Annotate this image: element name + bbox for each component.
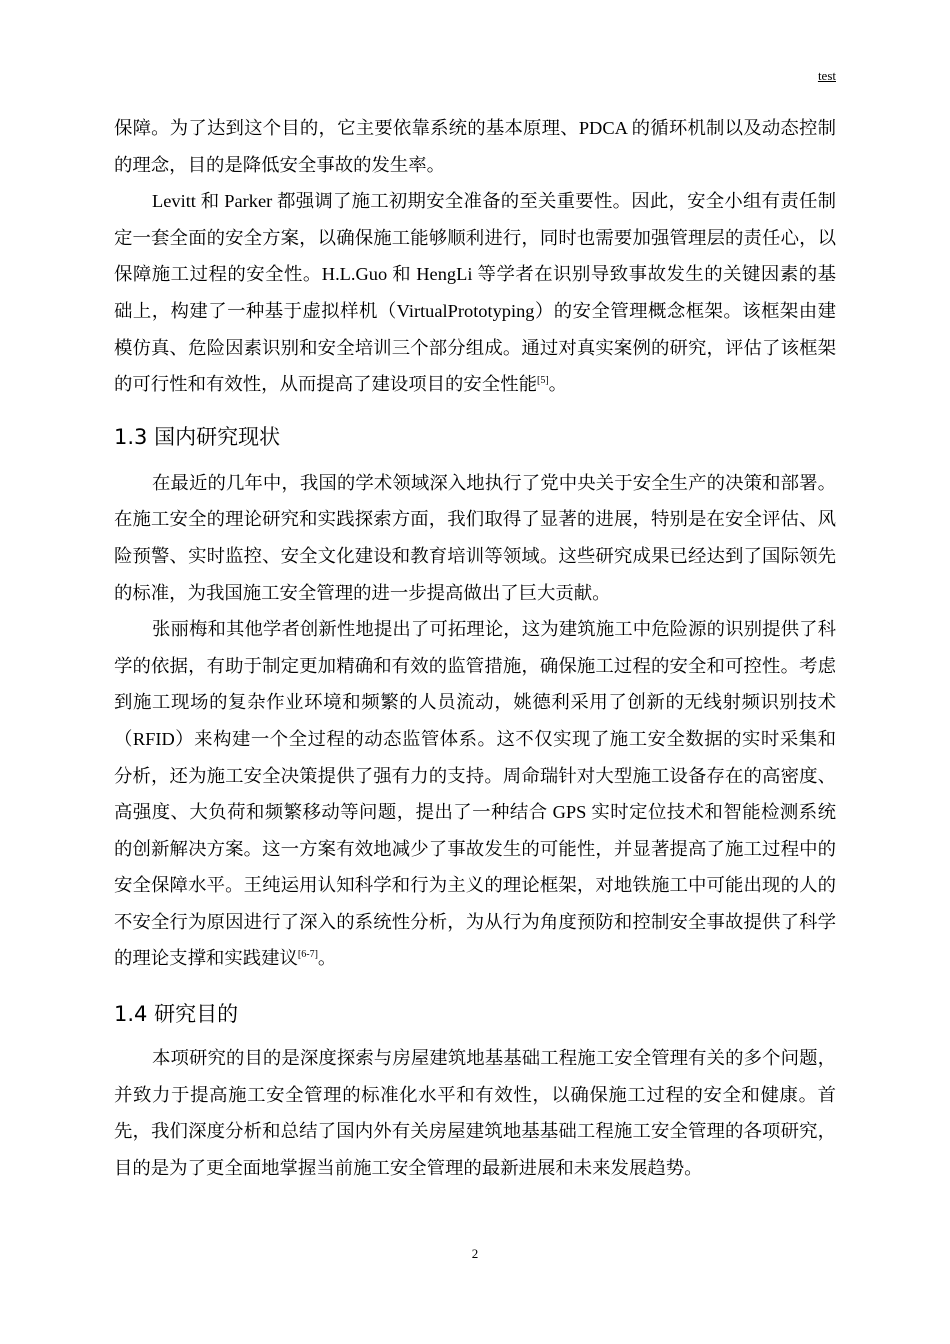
citation-ref: [5] [537,375,549,387]
section-heading-domestic-research: 1.3 国内研究现状 [114,424,281,449]
paragraph-end: 。 [317,948,337,969]
paragraph-research-purpose: 本项研究的目的是深度探索与房屋建筑地基基础工程施工安全管理有关的多个问题，并致力于提高施工安全管理的标准化水平和有效性，以确保施工过程的安全和健康。首先，我们深度分析和总结了国内外有关房屋建筑地基基础工程施工安全管理的各项研究，目的是为了更全面地掌握当前施工安全管理的最新进展和未来发展趋势。 [114,1048,836,1178]
page-header: test [817,68,836,83]
paragraph-domestic-scholars [114,611,836,977]
paragraph-end: 。 [548,374,568,395]
document-body [114,110,836,1186]
section-heading-research-purpose: 1.4 研究目的 [114,1002,239,1027]
citation-ref: [6-7] [297,949,318,961]
paragraph-text: Levitt 和 Parker 都强调了施工初期安全准备的至关重要性。因此，安全小组有责任制定一套全面的安全方案，以确保施工能够顺利进行，同时也需要加强管理层的责任心，以保障施工过程的安全性。H.L.Guo 和 HengLi 等学者在识别导致事故发生的关键因素的基础上，构建了一种基于虚拟样机（VirtualPrototyping）的安全管理概念框架。该框架由建模仿真、危险因素识别和安全培训三个部分组成。通过对真实案例的研究，评估了该框架的可行性和有效性，从而提高了建设项目的安全性能 [114,191,836,395]
page-number: 2 [471,1246,479,1261]
paragraph-levitt-parker [114,183,836,403]
paragraph-text: 张丽梅和其他学者创新性地提出了可拓理论，这为建筑施工中危险源的识别提供了科学的依据，有助于制定更加精确和有效的监管措施，确保施工过程的安全和可控性。考虑到施工现场的复杂作业环境和频繁的人员流动，姚德利采用了创新的无线射频识别技术（RFID）来构建一个全过程的动态监管体系。这不仅实现了施工安全数据的实时采集和分析，还为施工安全决策提供了强有力的支持。周命瑞针对大型施工设备存在的高密度、高强度、大负荷和频繁移动等问题，提出了一种结合 GPS 实时定位技术和智能检测系统的创新解决方案。这一方案有效地减少了事故发生的可能性，并显著提高了施工过程中的安全保障水平。王纯运用认知科学和行为主义的理论框架，对地铁施工中可能出现的人的不安全行为原因进行了深入的系统性分析，为从行为角度预防和控制安全事故提供了科学的理论支撑和实践建议 [114,619,836,969]
paragraph-domestic-overview: 在最近的几年中，我国的学术领域深入地执行了党中央关于安全生产的决策和部署。在施工安全的理论研究和实践探索方面，我们取得了显著的进展，特别是在安全评估、风险预警、实时监控、安全文化建设和教育培训等领域。这些研究成果已经达到了国际领先的标准，为我国施工安全管理的进一步提高做出了巨大贡献。 [114,472,836,603]
paragraph-continuation: 保障。为了达到这个目的，它主要依靠系统的基本原理、PDCA 的循环机制以及动态控制的理念，目的是降低安全事故的发生率。 [114,118,836,175]
